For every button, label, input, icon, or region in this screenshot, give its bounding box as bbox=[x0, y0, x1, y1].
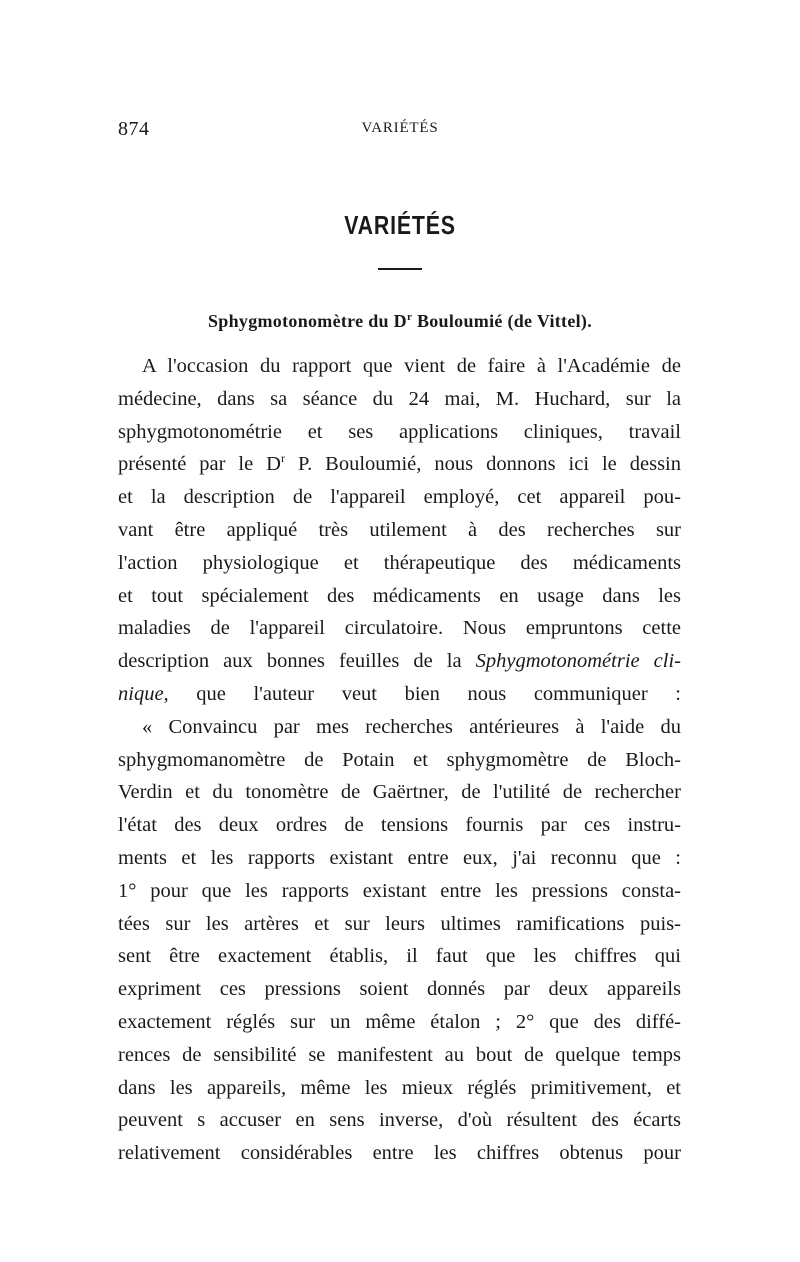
body-line: peuvent s accuser en sens inverse, d'où résultent des écarts bbox=[118, 1109, 681, 1132]
body-line: et la description de l'appareil employé, cet appareil pou- bbox=[118, 486, 681, 509]
body-line: expriment ces pressions soient donnés par deux appareils bbox=[118, 978, 681, 1001]
article-title-start: Sphygmotonomètre du D bbox=[207, 311, 407, 331]
body-line: l'état des deux ordres de tensions fournis par ces instru- bbox=[118, 814, 681, 837]
body-line: rences de sensibilité se manifestent au bout de quelque temps bbox=[118, 1043, 681, 1066]
body-line: ments et les rapports existant entre eux, j'ai reconnu que : bbox=[118, 846, 681, 869]
body-line: relativement considérables entre les chiffres obtenus pour bbox=[118, 1142, 681, 1165]
body-line: A l'occasion du rapport que vient de faire à l'Académie de bbox=[142, 355, 681, 377]
body-line: 1° pour que les rapports existant entre les pressions consta- bbox=[118, 879, 681, 902]
body-line-start: description aux bonnes feuilles de la bbox=[118, 650, 476, 673]
title-divider bbox=[378, 268, 422, 270]
body-line: Verdin et du tonomètre de Gaërtner, de l'utilité de rechercher bbox=[118, 781, 681, 804]
body-line: médecine, dans sa séance du 24 mai, M. Huchard, sur la bbox=[118, 387, 681, 410]
body-line: sphygmotonométrie et ses applications cliniques, travail bbox=[118, 420, 681, 443]
body-line: sphygmomanomètre de Potain et sphygmomètre de Bloch- bbox=[118, 748, 681, 771]
article-title-superscript: r bbox=[406, 311, 413, 323]
article-title bbox=[0, 311, 800, 332]
body-line: tées sur les artères et sur leurs ultimes ramifications puis- bbox=[118, 912, 681, 935]
body-text bbox=[118, 350, 681, 1170]
body-line: « Convaincu par mes recherches antérieures à l'aide du bbox=[142, 715, 681, 738]
running-head bbox=[118, 118, 682, 142]
running-title: VARIÉTÉS bbox=[361, 120, 439, 136]
body-line-start: présenté par le D bbox=[118, 453, 281, 476]
body-line: maladies de l'appareil circulatoire. Nous empruntons cette bbox=[118, 617, 681, 640]
body-line bbox=[118, 645, 681, 678]
body-line: l'action physiologique et thérapeutique des médicaments bbox=[118, 551, 681, 574]
section-title: VARIÉTÉS bbox=[344, 210, 456, 240]
body-line-end: P. Bouloumié, nous donnons ici le dessin bbox=[284, 453, 681, 476]
body-line-end: , que l'auteur veut bien nous communiquer : bbox=[163, 682, 681, 705]
article-title-end: Bouloumié (de Vittel). bbox=[412, 311, 593, 331]
doctor-superscript: r bbox=[280, 451, 285, 466]
book-title-italic: Sphygmotonométrie cli- bbox=[475, 650, 681, 673]
body-line: et tout spécialement des médicaments en usage dans les bbox=[118, 584, 681, 607]
body-line: exactement réglés sur un même étalon ; 2° que des diffé- bbox=[118, 1010, 681, 1033]
book-title-italic-end: nique bbox=[118, 682, 164, 705]
body-line: dans les appareils, même les mieux réglés primitivement, et bbox=[118, 1076, 681, 1099]
body-line: vant être appliqué très utilement à des recherches sur bbox=[118, 518, 681, 541]
page-number: 874 bbox=[118, 118, 150, 140]
body-line bbox=[118, 448, 681, 481]
body-line bbox=[118, 678, 681, 711]
body-line: sent être exactement établis, il faut que les chiffres qui bbox=[118, 945, 681, 968]
